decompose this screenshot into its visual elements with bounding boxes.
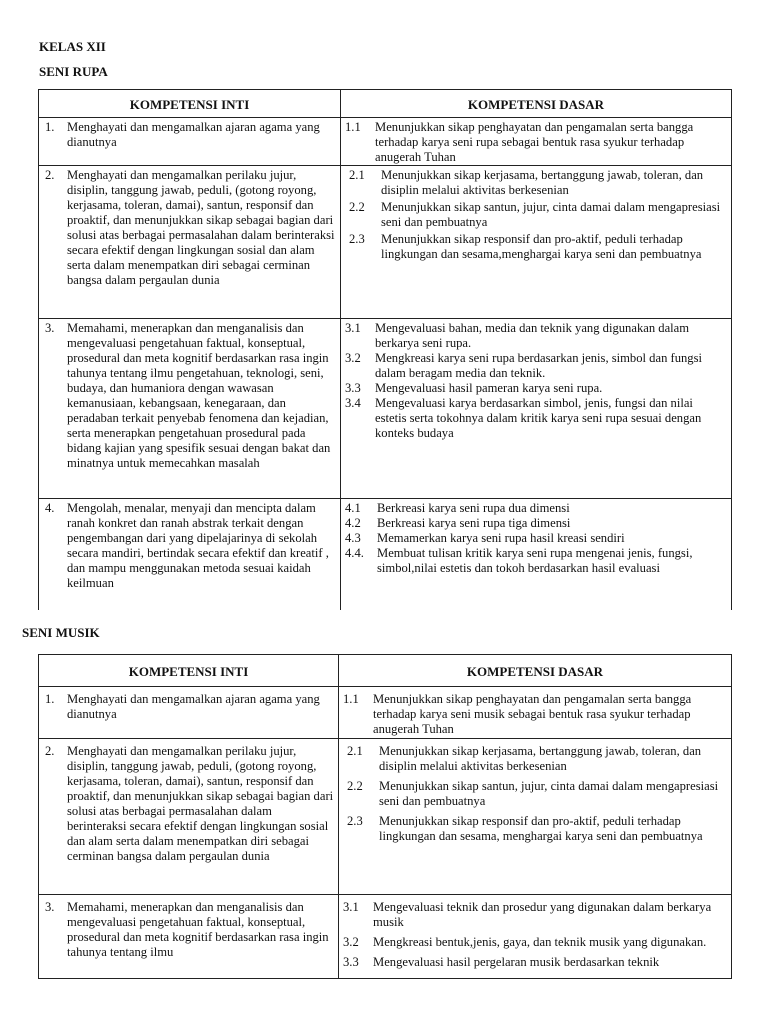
table-row bbox=[39, 166, 732, 319]
ki-cell bbox=[39, 118, 341, 166]
column-header-kompetensi-dasar: KOMPETENSI DASAR bbox=[339, 655, 732, 687]
table-row bbox=[39, 118, 732, 166]
kd-cell bbox=[341, 166, 732, 319]
table-header-row bbox=[39, 655, 732, 687]
kd-item: 2.3 Menunjukkan sikap responsif dan pro-aktif, peduli terhadap lingkungan dan sesama,menghargai karya seni dan pembuatnya bbox=[349, 232, 702, 261]
kd-item: 1.1 Menunjukkan sikap penghayatan dan pengamalan serta bangga terhadap karya seni musik sebagai bentuk rasa syukur terhadap anugerah Tuhan bbox=[343, 692, 692, 736]
ki-cell bbox=[39, 499, 341, 610]
kd-item: 3.2 Mengkreasi karya seni rupa berdasarkan jenis, simbol dan fungsi dalam beragam media dan teknik. bbox=[345, 351, 702, 380]
kd-item: 2.2 Menunjukkan sikap santun, jujur, cinta damai dalam mengapresiasi seni dan pembuatnya bbox=[347, 779, 719, 808]
kd-item: 2.1 Menunjukkan sikap kerjasama, bertanggung jawab, toleran, dan disiplin melalui aktivitas berkesenian bbox=[347, 744, 702, 773]
ki-cell bbox=[39, 739, 339, 895]
ki-item: 2. Menghayati dan mengamalkan perilaku jujur, disiplin, tanggung jawab, peduli, (gotong royong, kerjasama, toleran, damai), santun, responsif dan proaktif, dan menunjukkan sikap sebagai bagian dari solusi atas berbagai permasalahan dalam berinteraksi secara efektif dengan lingkungan sosial dan alam serta dalam menempatkan diri sebagai cerminan bangsa dalam pergaulan dunia bbox=[45, 744, 334, 863]
table-row bbox=[39, 739, 732, 895]
kd-item: 3.3 Mengevaluasi hasil pergelaran musik berdasarkan teknik bbox=[343, 955, 660, 969]
table-header-row bbox=[39, 90, 732, 118]
seni-musik-table bbox=[38, 654, 732, 979]
kd-cell bbox=[341, 118, 732, 166]
ki-cell bbox=[39, 166, 341, 319]
ki-item: 1. Menghayati dan mengamalkan ajaran agama yang dianutnya bbox=[45, 120, 320, 149]
kd-cell bbox=[339, 687, 732, 739]
ki-item: 2. Menghayati dan mengamalkan perilaku jujur, disiplin, tanggung jawab, peduli, (gotong royong, kerjasama, toleran, damai), santun, responsif dan proaktif, dan menunjukkan sikap sebagai bagian dari solusi atas berbagai permasalahan dalam berinteraksi secara efektif dengan lingkungan sosial dan alam serta dalam menempatkan diri sebagai cerminan bangsa dalam pergaulan dunia bbox=[45, 168, 335, 287]
kd-cell bbox=[341, 319, 732, 499]
kd-cell bbox=[339, 895, 732, 979]
kd-item: 4.2 Berkreasi karya seni rupa tiga dimensi bbox=[345, 516, 571, 530]
kd-cell bbox=[339, 739, 732, 895]
table-row bbox=[39, 499, 732, 610]
kd-item: 3.3 Mengevaluasi hasil pameran karya seni rupa. bbox=[345, 381, 603, 395]
kd-item: 2.2 Menunjukkan sikap santun, jujur, cinta damai dalam mengapresiasi seni dan pembuatnya bbox=[349, 200, 721, 229]
kd-item: 4.4. Membuat tulisan kritik karya seni rupa mengenai jenis, fungsi, simbol,nilai estetis dan tokoh berdasarkan hasil evaluasi bbox=[345, 546, 693, 575]
ki-item: 1. Menghayati dan mengamalkan ajaran agama yang dianutnya bbox=[45, 692, 320, 721]
ki-cell bbox=[39, 319, 341, 499]
column-header-kompetensi-inti: KOMPETENSI INTI bbox=[39, 90, 341, 118]
section-title-seni-musik: SENI MUSIK bbox=[22, 625, 100, 640]
ki-item: 3. Memahami, menerapkan dan menganalisis dan mengevaluasi pengetahuan faktual, konseptual, prosedural dan meta kognitif berdasarkan rasa ingin tahunya tentang ilmu bbox=[45, 900, 329, 959]
section-title-seni-rupa: SENI RUPA bbox=[39, 64, 108, 79]
kd-item: 3.4 Mengevaluasi karya berdasarkan simbol, jenis, fungsi dan nilai estetis serta tokohnya dalam kritik karya seni rupa sesuai dengan konteks budaya bbox=[345, 396, 702, 440]
class-title: KELAS XII bbox=[39, 39, 106, 54]
ki-cell bbox=[39, 687, 339, 739]
table-row bbox=[39, 319, 732, 499]
column-header-kompetensi-inti: KOMPETENSI INTI bbox=[39, 655, 339, 687]
table-row bbox=[39, 687, 732, 739]
kd-item: 1.1 Menunjukkan sikap penghayatan dan pengamalan serta bangga terhadap karya seni rupa sebagai bentuk rasa syukur terhadap anugerah Tuhan bbox=[345, 120, 694, 164]
ki-item: 3. Memahami, menerapkan dan menganalisis dan mengevaluasi pengetahuan faktual, konseptual, prosedural dan meta kognitif berdasarkan rasa ingin tahunya tentang ilmu pengetahuan, teknologi, seni, budaya, dan humaniora dengan wawasan kemanusiaan, kebangsaan, kenegaraan, dan peradaban terkait penyebab fenomena dan kejadian, serta menerapkan pengetahuan prosedural pada bidang kajian yang spesifik sesuai dengan bakat dan minatnya untuk memecahkan masalah bbox=[45, 321, 331, 470]
kd-cell bbox=[341, 499, 732, 610]
kd-item: 2.1 Menunjukkan sikap kerjasama, bertanggung jawab, toleran, dan disiplin melalui aktivitas berkesenian bbox=[349, 168, 704, 197]
kd-item: 3.1 Mengevaluasi teknik dan prosedur yang digunakan dalam berkarya musik bbox=[343, 900, 712, 929]
kd-item: 2.3 Menunjukkan sikap responsif dan pro-aktif, peduli terhadap lingkungan dan sesama, menghargai karya seni dan pembuatnya bbox=[347, 814, 703, 843]
table-row bbox=[39, 895, 732, 979]
seni-rupa-table bbox=[38, 89, 732, 610]
kd-item: 4.3 Memamerkan karya seni rupa hasil kreasi sendiri bbox=[345, 531, 625, 545]
ki-item: 4. Mengolah, menalar, menyaji dan mencipta dalam ranah konkret dan ranah abstrak terkait dengan pengembangan dari yang dipelajarinya di sekolah secara mandiri, bertindak secara efektif dan kreatif , dan mampu menggunakan metoda sesuai kaidah keilmuan bbox=[45, 501, 329, 590]
kd-item: 3.1 Mengevaluasi bahan, media dan teknik yang digunakan dalam berkarya seni rupa. bbox=[345, 321, 690, 350]
kd-item: 4.1 Berkreasi karya seni rupa dua dimensi bbox=[345, 501, 570, 515]
ki-cell bbox=[39, 895, 339, 979]
kd-item: 3.2 Mengkreasi bentuk,jenis, gaya, dan teknik musik yang digunakan. bbox=[343, 935, 707, 949]
column-header-kompetensi-dasar: KOMPETENSI DASAR bbox=[341, 90, 732, 118]
